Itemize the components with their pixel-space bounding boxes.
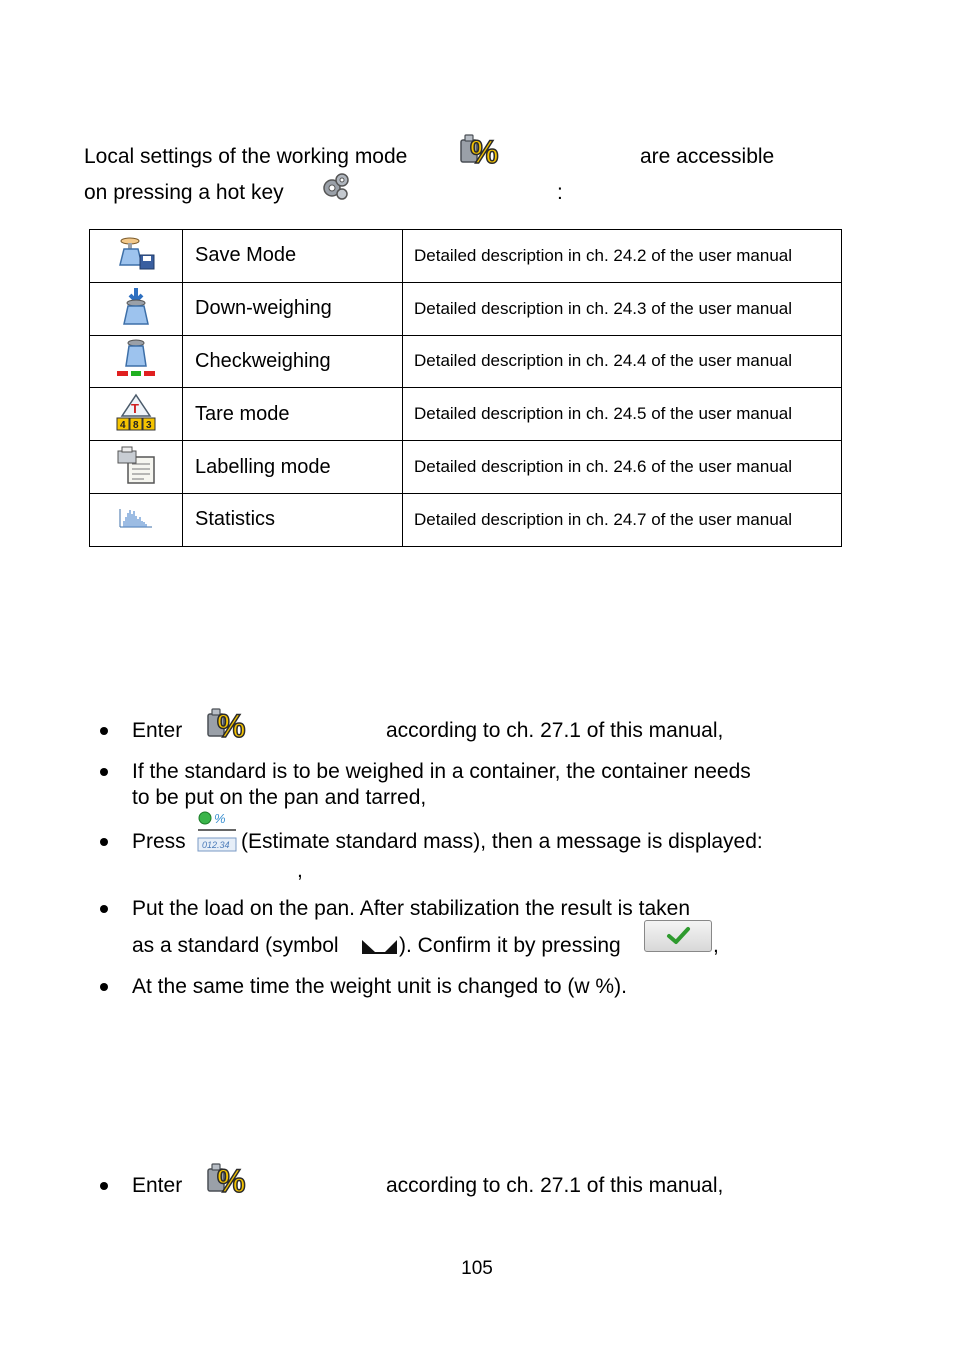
step-press-comma: , [297, 859, 303, 882]
intro-text-3: on pressing a hot key [84, 181, 284, 204]
percent-weighing-icon [459, 132, 499, 166]
bullet-icon [100, 727, 108, 735]
step2-enter-label: Enter [132, 1174, 183, 1197]
table-cell-name: Save Mode [183, 230, 403, 283]
table-cell-name: Tare mode [183, 388, 403, 441]
down-weighing-icon [118, 286, 154, 326]
labelling-mode-icon [114, 445, 158, 485]
table-cell-desc: Detailed description in ch. 24.4 of the user manual [403, 335, 842, 388]
settings-gears-icon [320, 170, 352, 202]
table-cell-desc: Detailed description in ch. 24.2 of the user manual [403, 230, 842, 283]
bullet-icon [100, 768, 108, 776]
step-load-text-2a: as a standard (symbol [132, 934, 339, 957]
table-cell-desc: Detailed description in ch. 24.6 of the user manual [403, 441, 842, 494]
checkweighing-icon [114, 338, 158, 380]
settings-table [89, 229, 842, 547]
table-row [90, 230, 842, 283]
bullet-icon [100, 1182, 108, 1190]
page-number: 105 [461, 1258, 493, 1279]
step-load-text-2b: ). Confirm it by pressing [399, 934, 621, 957]
bullet-icon [100, 905, 108, 913]
svg-text:T: T [131, 400, 139, 416]
intro-text-1: Local settings of the working mode [84, 145, 408, 168]
table-row [90, 441, 842, 494]
step-load-comma: , [713, 934, 719, 957]
step-load-text-1: Put the load on the pan. After stabilization the result is taken [132, 897, 691, 920]
check-icon [645, 921, 711, 951]
estimate-standard-mass-icon [196, 810, 238, 854]
tare-mode-icon [114, 392, 158, 432]
table-cell-name: Labelling mode [183, 441, 403, 494]
bullet-icon [100, 983, 108, 991]
bullet-icon [100, 838, 108, 846]
step-unit-text: At the same time the weight unit is changed to (w %). [132, 975, 627, 998]
table-cell-desc: Detailed description in ch. 24.7 of the user manual [403, 493, 842, 546]
table-cell-name: Checkweighing [183, 335, 403, 388]
intro-colon: : [557, 181, 563, 204]
table-row [90, 282, 842, 335]
svg-text:%: % [214, 811, 226, 826]
table-cell-name: Statistics [183, 493, 403, 546]
statistics-icon [118, 505, 154, 529]
table-cell-desc: Detailed description in ch. 24.5 of the user manual [403, 388, 842, 441]
standard-symbol-icon [361, 938, 399, 956]
step-enter-label: Enter [132, 719, 183, 742]
step-container-text-2: to be put on the pan and tarred, [132, 786, 427, 809]
percent-weighing-icon [206, 706, 246, 740]
table-row [90, 493, 842, 546]
step-press-label: Press [132, 830, 186, 853]
svg-text:012.34: 012.34 [202, 840, 230, 850]
svg-text:4: 4 [120, 419, 126, 431]
table-row [90, 335, 842, 388]
percent-weighing-icon [206, 1161, 246, 1195]
step-press-text: (Estimate standard mass), then a message is displayed: [241, 830, 763, 853]
intro-text-2: are accessible [640, 145, 775, 168]
step-enter-text: according to ch. 27.1 of this manual, [386, 719, 724, 742]
table-cell-desc: Detailed description in ch. 24.3 of the user manual [403, 282, 842, 335]
confirm-button[interactable] [644, 920, 712, 952]
step-container-text-1: If the standard is to be weighed in a container, the container needs [132, 760, 751, 783]
save-mode-icon [114, 235, 158, 271]
svg-text:8: 8 [133, 419, 139, 431]
table-cell-name: Down-weighing [183, 282, 403, 335]
table-row [90, 388, 842, 441]
step2-enter-text: according to ch. 27.1 of this manual, [386, 1174, 724, 1197]
svg-text:3: 3 [146, 419, 152, 431]
